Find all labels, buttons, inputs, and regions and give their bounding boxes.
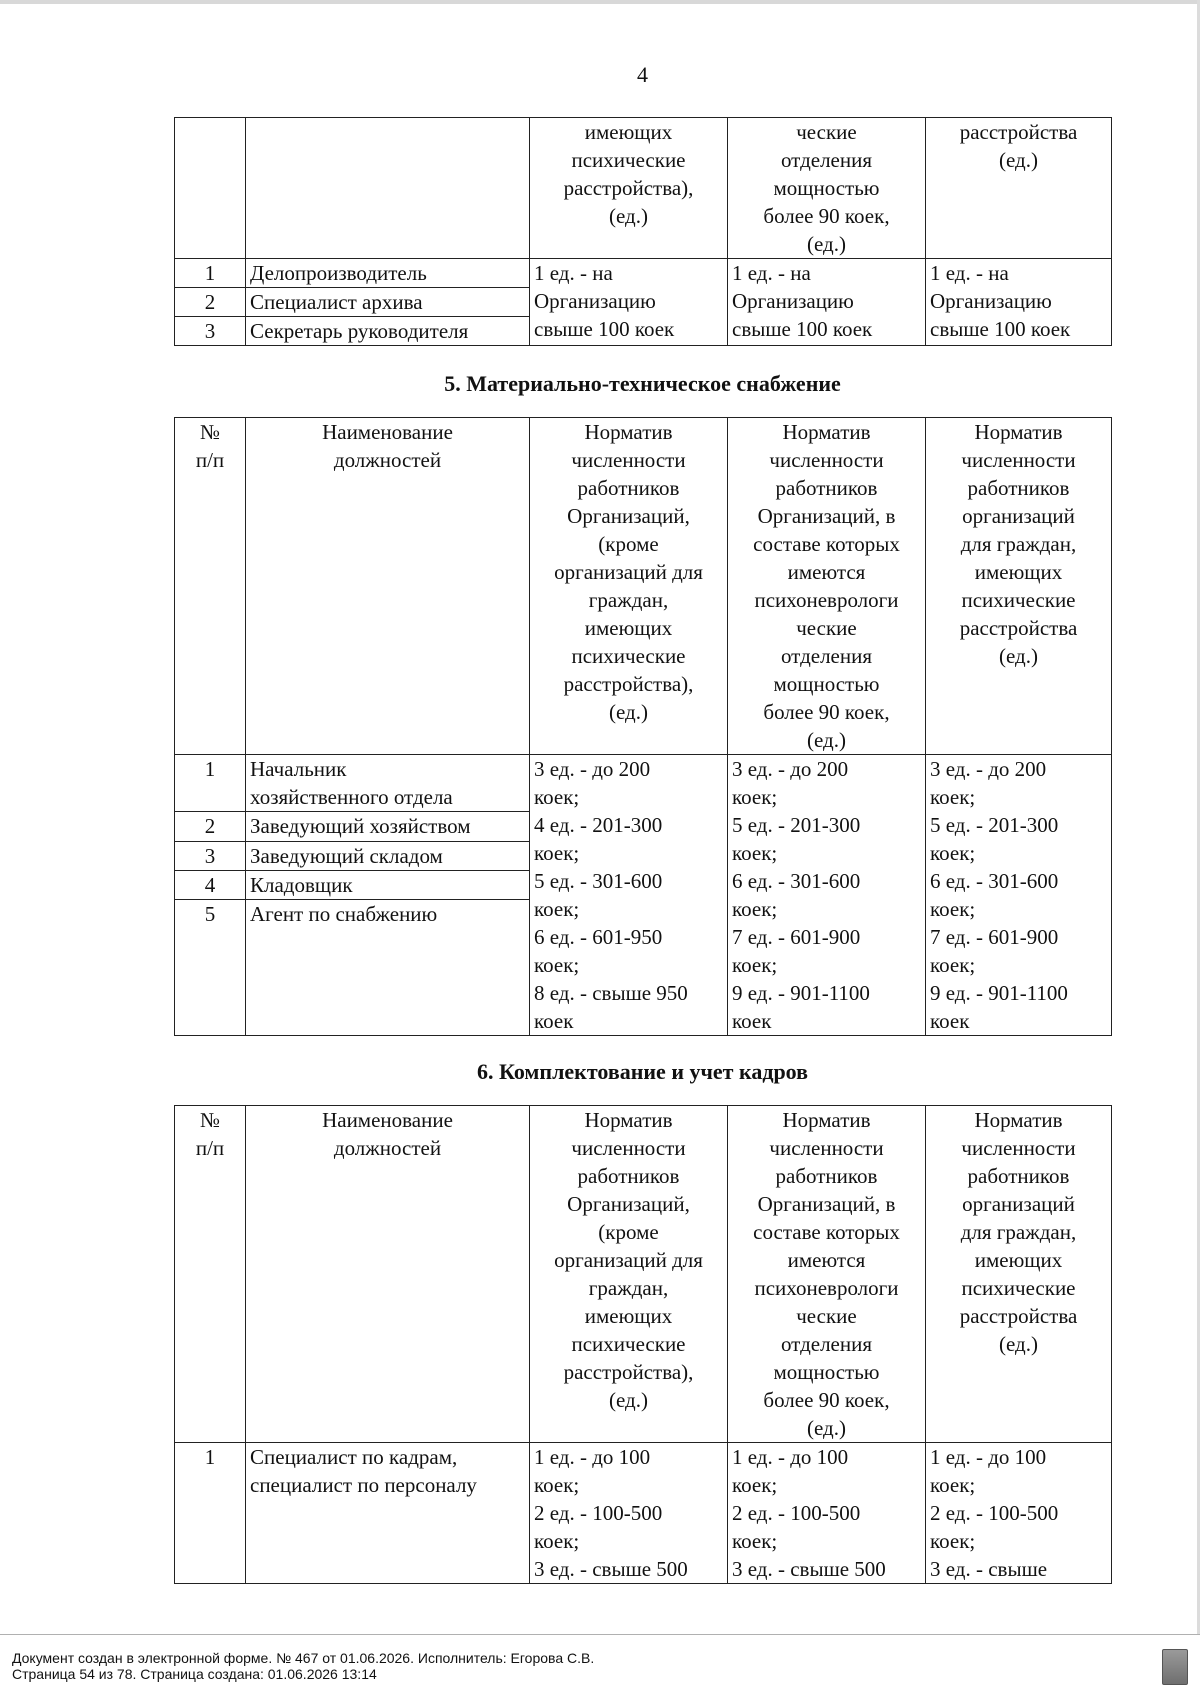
cell-line: коек — [930, 1009, 970, 1033]
position-name: Секретарь руководителя — [246, 317, 530, 346]
cell-line: 4 ед. - 201-300 — [534, 813, 663, 837]
cell-line: п/п — [195, 1136, 225, 1160]
norm-cell-1 — [530, 259, 728, 346]
cell-line: психические — [961, 588, 1076, 612]
cell-line: 9 ед. - 901-1100 — [930, 981, 1068, 1005]
cell-line: 8 ед. - свыше 950 — [534, 981, 688, 1005]
cell-line: психические — [571, 1332, 686, 1356]
row-number: 4 — [175, 870, 246, 899]
cell-line: численности — [769, 448, 884, 472]
cell-line: составе которых — [753, 1220, 900, 1244]
header-cell-num — [175, 418, 246, 755]
cell-line: отделения — [780, 1332, 873, 1356]
cell-line: должностей — [333, 1136, 442, 1160]
position-name — [246, 1443, 530, 1584]
cell-line: Кладовщик — [250, 872, 353, 897]
header-cell-norm-2 — [728, 1106, 926, 1443]
cell-line: работников — [967, 476, 1070, 500]
cell-line: 3 ед. - до 200 — [534, 757, 651, 781]
header-cell-norm-3 — [926, 118, 1112, 259]
cell-line: № — [199, 1108, 221, 1132]
position-name — [246, 841, 530, 870]
cell-line: 5 ед. - 201-300 — [930, 813, 1059, 837]
cell-line: (кроме — [598, 532, 659, 556]
cell-line: Организацию — [930, 289, 1052, 313]
cell-line: психические — [961, 1276, 1076, 1300]
cell-line: Организаций, в — [757, 504, 896, 528]
cell-line: расстройства), — [563, 176, 694, 200]
norm-cell-2 — [728, 1443, 926, 1584]
footer-page-info: Страница 54 из 78. Страница создана: 01.06.2026 13:14 — [12, 1666, 377, 1682]
cell-line: 6 ед. - 301-600 — [930, 869, 1059, 893]
cell-line: организаций для — [554, 560, 703, 584]
table-continued — [174, 117, 1112, 346]
cell-line: Норматив — [974, 420, 1063, 444]
row-number: 3 — [175, 317, 246, 346]
cell-line: (ед.) — [807, 728, 846, 752]
cell-line: коек; — [930, 1529, 976, 1553]
cell-line: для граждан, — [960, 532, 1077, 556]
cell-line: п/п — [195, 448, 225, 472]
row-number: 3 — [175, 841, 246, 870]
cell-line: работников — [967, 1164, 1070, 1188]
header-cell-norm-1 — [530, 1106, 728, 1443]
cell-line: коек; — [534, 1529, 580, 1553]
position-name — [246, 812, 530, 841]
cell-line: коек; — [930, 953, 976, 977]
cell-line: хозяйственного отдела — [250, 785, 453, 809]
row-number: 1 — [175, 259, 246, 288]
header-cell-norm-1 — [530, 418, 728, 755]
table-row — [175, 1443, 1112, 1584]
cell-line: 7 ед. - 601-900 — [930, 925, 1059, 949]
cell-line: 2 ед. - 100-500 — [534, 1501, 663, 1525]
row-number: 1 — [175, 1443, 246, 1584]
cell-line: коек; — [732, 1529, 778, 1553]
cell-line: работников — [577, 476, 680, 500]
cell-line: (кроме — [598, 1220, 659, 1244]
cell-line: имеющих — [584, 616, 673, 640]
cell-line: 2 ед. - 100-500 — [732, 1501, 861, 1525]
header-cell-norm-2 — [728, 118, 926, 259]
header-cell-name — [246, 1106, 530, 1443]
cell-line: коек; — [930, 1473, 976, 1497]
cell-line: 5 ед. - 301-600 — [534, 869, 663, 893]
cell-line: расстройства — [959, 1304, 1078, 1328]
cell-line: мощностью — [773, 1360, 880, 1384]
cell-line: 7 ед. - 601-900 — [732, 925, 861, 949]
cell-line: отделения — [780, 148, 873, 172]
cell-line: более 90 коек, — [763, 204, 890, 228]
cell-line: (ед.) — [807, 1416, 846, 1440]
cell-line: коек; — [534, 897, 580, 921]
row-number: 2 — [175, 812, 246, 841]
page-number: 4 — [637, 62, 648, 87]
cell-line: мощностью — [773, 672, 880, 696]
section-title-5: 5. Материально-техническое снабжение — [444, 371, 841, 396]
cell-line: коек; — [930, 841, 976, 865]
cell-line: коек — [732, 1009, 772, 1033]
cell-line: свыше 100 коек — [930, 317, 1071, 341]
footer-document-info: Документ создан в электронной форме. № 467 от 01.06.2026. Исполнитель: Егорова С.В. — [12, 1650, 595, 1666]
cell-line: имеются — [787, 560, 866, 584]
cell-line: 3 ед. - свыше — [930, 1557, 1048, 1581]
cell-line: Организацию — [534, 289, 656, 313]
cell-line: коек; — [732, 897, 778, 921]
cell-line: коек — [534, 1009, 574, 1033]
cell-line: 3 ед. - до 200 — [732, 757, 849, 781]
header-cell-num — [175, 1106, 246, 1443]
cell-line: коек; — [930, 897, 976, 921]
cell-line: 3 ед. - свыше 500 — [534, 1557, 688, 1581]
cell-line: граждан, — [588, 1276, 669, 1300]
table-section-6 — [174, 1105, 1112, 1584]
cell-line: организаций — [962, 1192, 1075, 1216]
header-cell-norm-1 — [530, 118, 728, 259]
cell-line: 9 ед. - 901-1100 — [732, 981, 870, 1005]
table-header — [175, 418, 1112, 755]
cell-line: расстройства), — [563, 672, 694, 696]
cell-line: Норматив — [974, 1108, 1063, 1132]
cell-line: Заведующий складом — [250, 843, 443, 868]
cell-line: численности — [571, 1136, 686, 1160]
cell-line: 2 ед. - 100-500 — [930, 1501, 1059, 1525]
cell-line: 3 ед. - до 200 — [930, 757, 1047, 781]
cell-line: численности — [961, 1136, 1076, 1160]
cell-line: (ед.) — [999, 644, 1038, 668]
cell-line: коек; — [534, 953, 580, 977]
cell-line: имеются — [787, 1248, 866, 1272]
norm-cell-1 — [530, 755, 728, 1036]
cell-line: № — [199, 420, 221, 444]
table-row — [175, 755, 1112, 812]
cell-line: отделения — [780, 644, 873, 668]
cell-line: Организаций, — [567, 1192, 690, 1216]
cell-line: психоневрологи — [754, 1276, 899, 1300]
cell-line: коек; — [534, 1473, 580, 1497]
cell-line: более 90 коек, — [763, 1388, 890, 1412]
cell-line: психические — [571, 148, 686, 172]
cell-line: 1 ед. - до 100 — [930, 1445, 1047, 1469]
cell-line: 1 ед. - на — [930, 261, 1009, 285]
cell-line: мощностью — [773, 176, 880, 200]
table-row — [175, 259, 1112, 288]
cell-line: коек; — [732, 841, 778, 865]
cell-line: расстройства — [959, 120, 1078, 144]
cell-line: имеющих — [584, 120, 673, 144]
cell-line: Организаций, — [567, 504, 690, 528]
cell-line: 1 ед. - до 100 — [732, 1445, 849, 1469]
cell-line: (ед.) — [999, 148, 1038, 172]
header-cell-name — [246, 418, 530, 755]
cell-line: (ед.) — [807, 232, 846, 256]
cell-line: 1 ед. - до 100 — [534, 1445, 651, 1469]
cell-line: специалист по персоналу — [250, 1473, 477, 1497]
cell-line: Агент по снабжению — [250, 902, 438, 926]
cell-line: ческие — [796, 1304, 857, 1328]
cell-line: коек; — [534, 785, 580, 809]
cell-line: психоневрологи — [754, 588, 899, 612]
cell-line: Начальник — [250, 757, 347, 781]
position-name — [246, 870, 530, 899]
cell-line: Организаций, в — [757, 1192, 896, 1216]
cell-line: Организацию — [732, 289, 854, 313]
cell-line: Наименование — [322, 420, 453, 444]
row-number: 2 — [175, 288, 246, 317]
norm-cell-1 — [530, 1443, 728, 1584]
cell-line: Наименование — [322, 1108, 453, 1132]
cell-line: граждан, — [588, 588, 669, 612]
position-name: Делопроизводитель — [246, 259, 530, 288]
cell-line: расстройства), — [563, 1360, 694, 1384]
norm-cell-3 — [926, 259, 1112, 346]
position-name: Специалист архива — [246, 288, 530, 317]
cell-line: для граждан, — [960, 1220, 1077, 1244]
header-cell-num — [175, 118, 246, 259]
header-cell-norm-2 — [728, 418, 926, 755]
cell-line: свыше 100 коек — [534, 317, 675, 341]
cell-line: имеющих — [584, 1304, 673, 1328]
cell-line: ческие — [796, 616, 857, 640]
cell-line: Норматив — [584, 1108, 673, 1132]
cell-line: 1 ед. - на — [534, 261, 613, 285]
header-cell-norm-3 — [926, 418, 1112, 755]
document-footer — [0, 1634, 1200, 1699]
cell-line: психические — [571, 644, 686, 668]
cell-line: численности — [769, 1136, 884, 1160]
cell-line: свыше 100 коек — [732, 317, 873, 341]
cell-line: 5 ед. - 201-300 — [732, 813, 861, 837]
row-number: 1 — [175, 755, 246, 812]
cell-line: Норматив — [782, 420, 871, 444]
section-title-6: 6. Комплектование и учет кадров — [476, 1059, 809, 1084]
cell-line: коек; — [732, 785, 778, 809]
position-name — [246, 900, 530, 1036]
cell-line: коек; — [534, 841, 580, 865]
cell-line: имеющих — [974, 1248, 1063, 1272]
header-cell-name — [246, 118, 530, 259]
cell-line: Специалист по кадрам, — [250, 1445, 458, 1469]
cell-line: 3 ед. - свыше 500 — [732, 1557, 886, 1581]
cell-line: должностей — [333, 448, 442, 472]
document-seal-icon — [1162, 1649, 1188, 1685]
cell-line: 6 ед. - 601-950 — [534, 925, 663, 949]
scan-edge-top — [0, 0, 1200, 4]
cell-line: Заведующий хозяйством — [250, 814, 471, 839]
cell-line: 6 ед. - 301-600 — [732, 869, 861, 893]
cell-line: численности — [571, 448, 686, 472]
table-header-tail — [175, 118, 1112, 259]
cell-line: (ед.) — [609, 1388, 648, 1412]
cell-line: расстройства — [959, 616, 1078, 640]
cell-line: (ед.) — [609, 700, 648, 724]
cell-line: работников — [577, 1164, 680, 1188]
row-number: 5 — [175, 900, 246, 1036]
cell-line: ческие — [796, 120, 857, 144]
cell-line: коек; — [732, 953, 778, 977]
cell-line: составе которых — [753, 532, 900, 556]
cell-line: Норматив — [584, 420, 673, 444]
table-header — [175, 1106, 1112, 1443]
cell-line: работников — [775, 476, 878, 500]
cell-line: работников — [775, 1164, 878, 1188]
cell-line: 1 ед. - на — [732, 261, 811, 285]
cell-line: коек; — [930, 785, 976, 809]
norm-cell-2 — [728, 755, 926, 1036]
cell-line: (ед.) — [609, 204, 648, 228]
cell-line: коек; — [732, 1473, 778, 1497]
norm-cell-2 — [728, 259, 926, 346]
cell-line: организаций — [962, 504, 1075, 528]
table-section-5 — [174, 417, 1112, 1036]
cell-line: Норматив — [782, 1108, 871, 1132]
cell-line: организаций для — [554, 1248, 703, 1272]
cell-line: более 90 коек, — [763, 700, 890, 724]
cell-line: имеющих — [974, 560, 1063, 584]
cell-line: численности — [961, 448, 1076, 472]
position-name — [246, 755, 530, 812]
header-cell-norm-3 — [926, 1106, 1112, 1443]
norm-cell-3 — [926, 1443, 1112, 1584]
norm-cell-3 — [926, 755, 1112, 1036]
cell-line: (ед.) — [999, 1332, 1038, 1356]
